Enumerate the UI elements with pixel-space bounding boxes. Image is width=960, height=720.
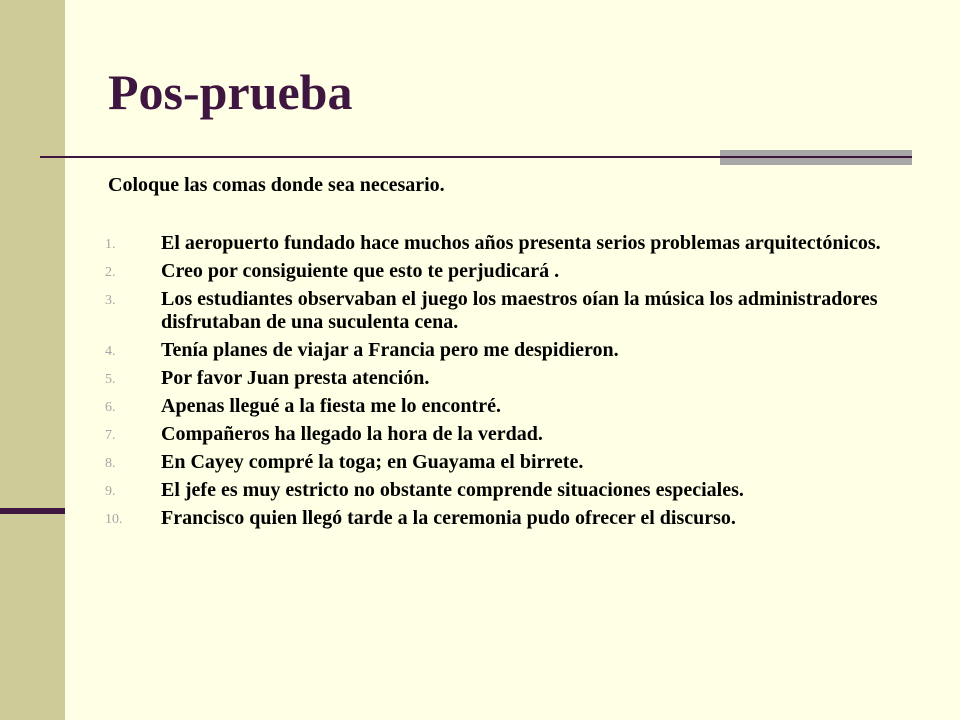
item-number: 5.	[105, 372, 116, 387]
list-item	[105, 339, 905, 362]
item-text: Tenía planes de viajar a Francia pero me despidieron.	[161, 339, 619, 361]
exercise-list	[105, 232, 905, 535]
list-item	[105, 232, 905, 255]
item-text: Por favor Juan presta atención.	[161, 367, 430, 389]
item-number: 7.	[105, 428, 116, 443]
title-divider-accent-line	[720, 156, 912, 158]
list-item	[105, 479, 905, 502]
left-bar-accent-stripe	[0, 508, 65, 514]
item-text: El jefe es muy estricto no obstante comprende situaciones especiales.	[161, 479, 744, 501]
left-decorative-bar	[0, 0, 65, 720]
item-number: 2.	[105, 265, 116, 280]
item-text: Creo por consiguiente que esto te perjudicará .	[161, 260, 560, 282]
list-item	[105, 423, 905, 446]
list-item	[105, 260, 905, 283]
instruction-text: Coloque las comas donde sea necesario.	[108, 174, 445, 196]
list-item	[105, 451, 905, 474]
list-item	[105, 507, 905, 530]
item-number: 9.	[105, 484, 116, 499]
item-number: 4.	[105, 344, 116, 359]
item-text: Los estudiantes observaban el juego los maestros oían la música los administradores disfrutaban de una suculenta cena.	[161, 288, 878, 333]
item-text: Apenas llegué a la fiesta me lo encontré.	[161, 395, 501, 417]
list-item	[105, 395, 905, 418]
list-item	[105, 288, 905, 334]
item-number: 8.	[105, 456, 116, 471]
item-number: 3.	[105, 293, 116, 308]
item-text: El aeropuerto fundado hace muchos años presenta serios problemas arquitectónicos.	[161, 232, 881, 254]
item-text: Francisco quien llegó tarde a la ceremonia pudo ofrecer el discurso.	[161, 507, 736, 529]
list-item	[105, 367, 905, 390]
item-number: 10.	[105, 512, 123, 527]
item-number: 1.	[105, 237, 116, 252]
item-text: En Cayey compré la toga; en Guayama el birrete.	[161, 451, 584, 473]
item-text: Compañeros ha llegado la hora de la verdad.	[161, 423, 543, 445]
slide-title: Pos-prueba	[108, 64, 353, 120]
item-number: 6.	[105, 400, 116, 415]
